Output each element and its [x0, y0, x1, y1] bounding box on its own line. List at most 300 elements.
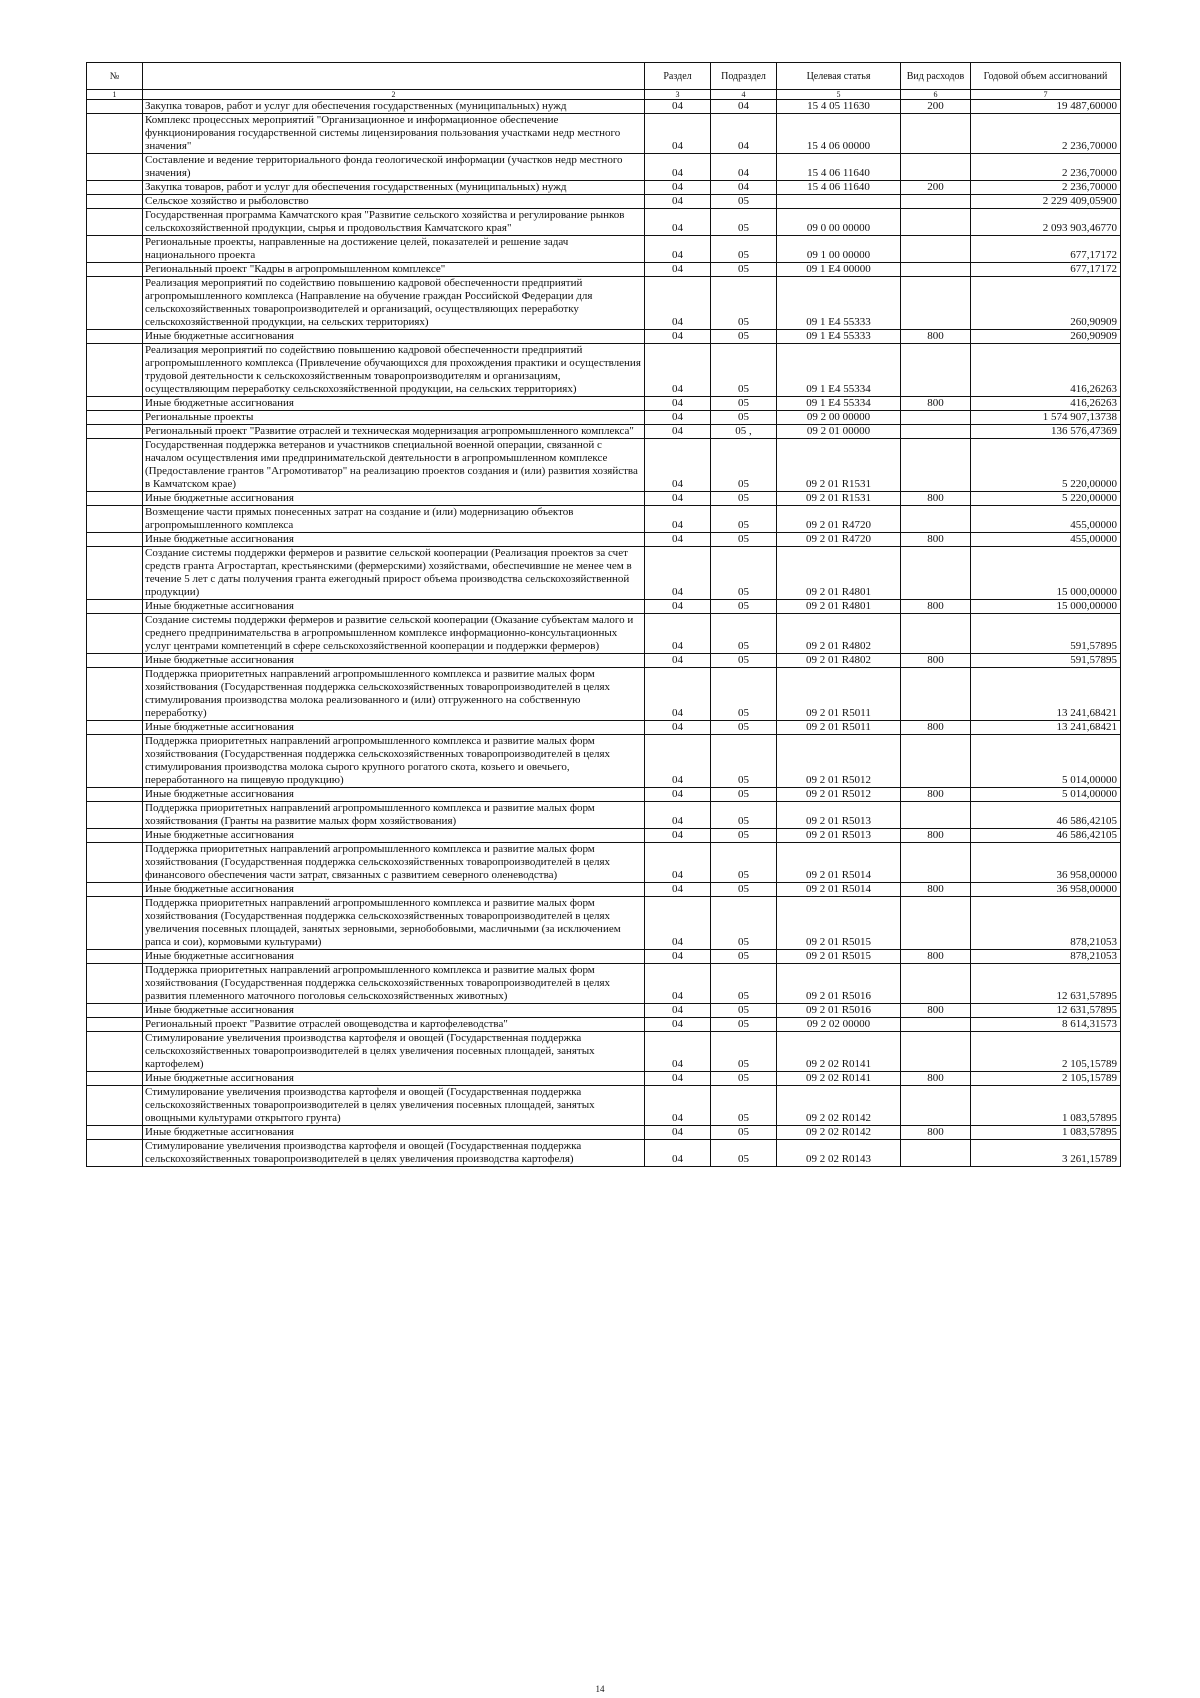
row-target: 09 2 01 R1531: [777, 439, 901, 492]
row-subsection: 05: [711, 600, 777, 614]
header-num: №: [87, 63, 143, 90]
row-name: Государственная программа Камчатского края "Развитие сельского хозяйства и регулирование рынков сельскохозяйственной продукции, сырья и продовольствия Камчатского края": [143, 209, 645, 236]
row-amount: 1 083,57895: [971, 1126, 1121, 1140]
table-row: [87, 506, 1121, 533]
table-row: [87, 1018, 1121, 1032]
row-number-cell: [87, 1140, 143, 1167]
row-number-cell: [87, 344, 143, 397]
row-expense-type: 800: [901, 492, 971, 506]
row-expense-type: [901, 425, 971, 439]
row-name: Иные бюджетные ассигнования: [143, 654, 645, 668]
row-expense-type: [901, 439, 971, 492]
row-section: 04: [645, 492, 711, 506]
row-target: 15 4 05 11630: [777, 100, 901, 114]
row-expense-type: [901, 506, 971, 533]
row-target: 15 4 06 11640: [777, 181, 901, 195]
row-section: 04: [645, 209, 711, 236]
row-name: Поддержка приоритетных направлений агропромышленного комплекса и развитие малых форм хозяйствования (Гранты на развитие малых форм хозяйствования): [143, 802, 645, 829]
row-name: Иные бюджетные ассигнования: [143, 950, 645, 964]
row-number-cell: [87, 533, 143, 547]
row-name: Региональный проект "Кадры в агропромышленном комплексе": [143, 263, 645, 277]
row-subsection: 05: [711, 950, 777, 964]
row-target: 09 2 01 R5014: [777, 883, 901, 897]
row-subsection: 05: [711, 344, 777, 397]
row-target: 09 2 02 00000: [777, 1018, 901, 1032]
row-expense-type: 800: [901, 654, 971, 668]
table-row: [87, 547, 1121, 600]
row-target: 09 2 01 R4802: [777, 614, 901, 654]
row-section: 04: [645, 1126, 711, 1140]
row-number-cell: [87, 277, 143, 330]
row-expense-type: [901, 263, 971, 277]
row-subsection: 05: [711, 1072, 777, 1086]
row-amount: 12 631,57895: [971, 1004, 1121, 1018]
table-row: [87, 1086, 1121, 1126]
table-row: [87, 533, 1121, 547]
table-row: [87, 209, 1121, 236]
row-section: 04: [645, 114, 711, 154]
row-subsection: 05: [711, 547, 777, 600]
row-target: 09 2 01 R1531: [777, 492, 901, 506]
row-amount: 677,17172: [971, 236, 1121, 263]
row-number-cell: [87, 950, 143, 964]
row-name: Иные бюджетные ассигнования: [143, 1072, 645, 1086]
row-amount: 455,00000: [971, 506, 1121, 533]
row-number-cell: [87, 735, 143, 788]
row-name: Иные бюджетные ассигнования: [143, 492, 645, 506]
row-number-cell: [87, 195, 143, 209]
table-row: [87, 735, 1121, 788]
table-row: [87, 425, 1121, 439]
row-expense-type: [901, 1032, 971, 1072]
row-target: 09 2 01 R5011: [777, 668, 901, 721]
row-number-cell: [87, 802, 143, 829]
row-subsection: 05: [711, 788, 777, 802]
col-number: 1: [87, 90, 143, 100]
row-number-cell: [87, 1018, 143, 1032]
row-section: 04: [645, 344, 711, 397]
row-section: 04: [645, 533, 711, 547]
row-amount: 878,21053: [971, 897, 1121, 950]
row-number-cell: [87, 236, 143, 263]
row-subsection: 05: [711, 263, 777, 277]
row-target: 09 2 01 R5015: [777, 897, 901, 950]
row-expense-type: [901, 802, 971, 829]
row-amount: 2 105,15789: [971, 1032, 1121, 1072]
row-amount: 878,21053: [971, 950, 1121, 964]
row-expense-type: 800: [901, 829, 971, 843]
row-name: Иные бюджетные ассигнования: [143, 721, 645, 735]
row-section: 04: [645, 950, 711, 964]
row-target: 09 2 02 R0142: [777, 1126, 901, 1140]
row-expense-type: [901, 1018, 971, 1032]
row-expense-type: 800: [901, 883, 971, 897]
row-section: 04: [645, 829, 711, 843]
row-section: 04: [645, 425, 711, 439]
row-subsection: 05: [711, 236, 777, 263]
row-name: Стимулирование увеличения производства картофеля и овощей (Государственная поддержка сельскохозяйственных товаропроизводителей в целях увеличения производства картофеля): [143, 1140, 645, 1167]
row-target: 09 2 01 R5012: [777, 735, 901, 788]
table-row: [87, 330, 1121, 344]
row-name: Стимулирование увеличения производства картофеля и овощей (Государственная поддержка сельскохозяйственных товаропроизводителей в целях увеличения посевных площадей, занятых картофелем): [143, 1032, 645, 1072]
row-name: Иные бюджетные ассигнования: [143, 533, 645, 547]
column-number-row: [87, 90, 1121, 100]
row-section: 04: [645, 100, 711, 114]
row-section: 04: [645, 277, 711, 330]
row-expense-type: [901, 964, 971, 1004]
row-amount: 13 241,68421: [971, 721, 1121, 735]
row-subsection: 05: [711, 195, 777, 209]
row-number-cell: [87, 600, 143, 614]
row-amount: 416,26263: [971, 397, 1121, 411]
row-section: 04: [645, 506, 711, 533]
row-section: 04: [645, 263, 711, 277]
row-name: Составление и ведение территориального фонда геологической информации (участков недр местного значения): [143, 154, 645, 181]
row-target: 09 2 01 R4720: [777, 506, 901, 533]
row-expense-type: [901, 411, 971, 425]
table-row: [87, 411, 1121, 425]
row-target: 09 2 01 R5016: [777, 964, 901, 1004]
table-row: [87, 802, 1121, 829]
row-target: 09 2 01 R4801: [777, 547, 901, 600]
row-subsection: 05: [711, 397, 777, 411]
row-section: 04: [645, 330, 711, 344]
table-row: [87, 1126, 1121, 1140]
table-row: [87, 114, 1121, 154]
col-number: 2: [143, 90, 645, 100]
row-amount: 260,90909: [971, 277, 1121, 330]
row-section: 04: [645, 181, 711, 195]
row-number-cell: [87, 425, 143, 439]
row-target: 09 2 02 R0142: [777, 1086, 901, 1126]
row-name: Создание системы поддержки фермеров и развитие сельской кооперации (Реализация проектов за счет средств гранта Агростартап, крестьянскими (фермерскими) хозяйствами, обеспечившие не менее чем в течение 5 лет с даты получения гранта ежегодный прирост объема производства сельскохозяйственной продукции): [143, 547, 645, 600]
table-row: [87, 668, 1121, 721]
row-subsection: 05: [711, 964, 777, 1004]
row-amount: 2 236,70000: [971, 181, 1121, 195]
row-expense-type: 800: [901, 788, 971, 802]
row-target: 09 2 02 R0141: [777, 1032, 901, 1072]
row-section: 04: [645, 654, 711, 668]
row-amount: 46 586,42105: [971, 802, 1121, 829]
row-number-cell: [87, 829, 143, 843]
header-subsection: Подраздел: [711, 63, 777, 90]
table-row: [87, 154, 1121, 181]
row-target: 09 2 01 R5014: [777, 843, 901, 883]
row-number-cell: [87, 1032, 143, 1072]
row-section: 04: [645, 802, 711, 829]
row-amount: 455,00000: [971, 533, 1121, 547]
row-subsection: 05: [711, 843, 777, 883]
row-subsection: 05: [711, 209, 777, 236]
row-number-cell: [87, 1126, 143, 1140]
row-subsection: 05: [711, 1086, 777, 1126]
table-row: [87, 600, 1121, 614]
row-target: 09 2 01 R4802: [777, 654, 901, 668]
table-row: [87, 181, 1121, 195]
row-name: Закупка товаров, работ и услуг для обеспечения государственных (муниципальных) нужд: [143, 100, 645, 114]
row-target: 09 1 E4 55334: [777, 397, 901, 411]
row-amount: 15 000,00000: [971, 600, 1121, 614]
row-expense-type: 800: [901, 1072, 971, 1086]
row-name: Региональный проект "Развитие отраслей и техническая модернизация агропромышленного комплекса": [143, 425, 645, 439]
row-target: 09 2 01 R5016: [777, 1004, 901, 1018]
row-subsection: 05: [711, 492, 777, 506]
header-expense-type: Вид расходов: [901, 63, 971, 90]
row-subsection: 05: [711, 439, 777, 492]
table-row: [87, 1140, 1121, 1167]
row-expense-type: [901, 236, 971, 263]
row-subsection: 05: [711, 533, 777, 547]
row-amount: 15 000,00000: [971, 547, 1121, 600]
row-target: 09 1 00 00000: [777, 236, 901, 263]
row-amount: 8 614,31573: [971, 1018, 1121, 1032]
row-expense-type: [901, 277, 971, 330]
table-row: [87, 263, 1121, 277]
row-subsection: 05: [711, 897, 777, 950]
row-section: 04: [645, 1086, 711, 1126]
table-row: [87, 277, 1121, 330]
row-amount: 5 220,00000: [971, 492, 1121, 506]
row-name: Региональный проект "Развитие отраслей овощеводства и картофелеводства": [143, 1018, 645, 1032]
table-header-row: [87, 63, 1121, 90]
row-number-cell: [87, 492, 143, 506]
row-target: 09 2 01 R5012: [777, 788, 901, 802]
row-subsection: 05: [711, 735, 777, 788]
row-subsection: 05: [711, 614, 777, 654]
table-row: [87, 1032, 1121, 1072]
row-section: 04: [645, 1032, 711, 1072]
row-amount: 2 093 903,46770: [971, 209, 1121, 236]
row-section: 04: [645, 411, 711, 425]
row-number-cell: [87, 439, 143, 492]
row-expense-type: [901, 344, 971, 397]
row-target: 09 2 01 R5013: [777, 802, 901, 829]
row-expense-type: 800: [901, 600, 971, 614]
header-target: Целевая статья: [777, 63, 901, 90]
row-name: Иные бюджетные ассигнования: [143, 397, 645, 411]
row-number-cell: [87, 181, 143, 195]
row-expense-type: 800: [901, 950, 971, 964]
row-target: 09 2 01 00000: [777, 425, 901, 439]
table-row: [87, 964, 1121, 1004]
row-expense-type: [901, 897, 971, 950]
row-section: 04: [645, 1072, 711, 1086]
row-subsection: 04: [711, 154, 777, 181]
row-subsection: 05: [711, 1126, 777, 1140]
row-subsection: 05: [711, 411, 777, 425]
table-row: [87, 1004, 1121, 1018]
table-row: [87, 492, 1121, 506]
col-number: 4: [711, 90, 777, 100]
row-name: Сельское хозяйство и рыболовство: [143, 195, 645, 209]
row-number-cell: [87, 330, 143, 344]
row-expense-type: 800: [901, 1004, 971, 1018]
row-expense-type: 200: [901, 100, 971, 114]
row-name: Иные бюджетные ассигнования: [143, 1126, 645, 1140]
row-amount: 2 236,70000: [971, 114, 1121, 154]
row-name: Поддержка приоритетных направлений агропромышленного комплекса и развитие малых форм хозяйствования (Государственная поддержка сельскохозяйственных товаропроизводителей в целях развития племенного маточного поголовья сельскохозяйственных животных): [143, 964, 645, 1004]
col-number: 5: [777, 90, 901, 100]
row-amount: 5 220,00000: [971, 439, 1121, 492]
row-section: 04: [645, 843, 711, 883]
row-amount: 677,17172: [971, 263, 1121, 277]
row-expense-type: [901, 209, 971, 236]
row-name: Иные бюджетные ассигнования: [143, 883, 645, 897]
row-section: 04: [645, 397, 711, 411]
row-section: 04: [645, 964, 711, 1004]
row-expense-type: [901, 547, 971, 600]
row-number-cell: [87, 547, 143, 600]
row-number-cell: [87, 1004, 143, 1018]
row-section: 04: [645, 1140, 711, 1167]
row-target: 09 2 00 00000: [777, 411, 901, 425]
row-subsection: 05 ,: [711, 425, 777, 439]
row-expense-type: [901, 735, 971, 788]
row-target: 09 1 E4 55333: [777, 330, 901, 344]
row-amount: 5 014,00000: [971, 735, 1121, 788]
row-section: 04: [645, 614, 711, 654]
row-name: Реализация мероприятий по содействию повышению кадровой обеспеченности предприятий агропромышленного комплекса (Направление на обучение граждан Российской Федерации для сельскохозяйственных товаропроизводителей и организаций, осуществляющих переработку сельскохозяйственной продукции, на сельских территориях): [143, 277, 645, 330]
row-number-cell: [87, 614, 143, 654]
row-expense-type: [901, 1140, 971, 1167]
row-target: [777, 195, 901, 209]
table-row: [87, 950, 1121, 964]
row-expense-type: [901, 114, 971, 154]
row-subsection: 05: [711, 668, 777, 721]
table-row: [87, 654, 1121, 668]
row-subsection: 04: [711, 114, 777, 154]
row-target: 09 2 02 R0143: [777, 1140, 901, 1167]
table-row: [87, 843, 1121, 883]
row-expense-type: 200: [901, 181, 971, 195]
row-amount: 2 236,70000: [971, 154, 1121, 181]
row-amount: 1 574 907,13738: [971, 411, 1121, 425]
table-row: [87, 100, 1121, 114]
row-target: 09 2 01 R5015: [777, 950, 901, 964]
row-number-cell: [87, 397, 143, 411]
row-section: 04: [645, 788, 711, 802]
row-expense-type: [901, 195, 971, 209]
row-name: Иные бюджетные ассигнования: [143, 600, 645, 614]
row-amount: 12 631,57895: [971, 964, 1121, 1004]
row-section: 04: [645, 154, 711, 181]
row-subsection: 05: [711, 1004, 777, 1018]
row-section: 04: [645, 897, 711, 950]
row-amount: 591,57895: [971, 614, 1121, 654]
row-number-cell: [87, 100, 143, 114]
header-amount: Годовой объем ассигнований: [971, 63, 1121, 90]
row-section: 04: [645, 195, 711, 209]
row-subsection: 05: [711, 654, 777, 668]
row-expense-type: 800: [901, 721, 971, 735]
row-name: Иные бюджетные ассигнования: [143, 829, 645, 843]
row-target: 09 0 00 00000: [777, 209, 901, 236]
table-row: [87, 397, 1121, 411]
row-name: Возмещение части прямых понесенных затрат на создание и (или) модернизацию объектов агропромышленного комплекса: [143, 506, 645, 533]
row-section: 04: [645, 1018, 711, 1032]
row-subsection: 05: [711, 802, 777, 829]
table-row: [87, 195, 1121, 209]
row-name: Региональные проекты, направленные на достижение целей, показателей и решение задач национального проекта: [143, 236, 645, 263]
row-expense-type: [901, 843, 971, 883]
header-name: [143, 63, 645, 90]
table-row: [87, 721, 1121, 735]
row-name: Поддержка приоритетных направлений агропромышленного комплекса и развитие малых форм хозяйствования (Государственная поддержка сельскохозяйственных товаропроизводителей в целях стимулирования производства молока реализованного и (или) отгруженного на собственную переработку): [143, 668, 645, 721]
row-section: 04: [645, 236, 711, 263]
table-row: [87, 883, 1121, 897]
row-name: Иные бюджетные ассигнования: [143, 330, 645, 344]
row-expense-type: 800: [901, 533, 971, 547]
row-amount: 36 958,00000: [971, 843, 1121, 883]
row-target: 15 4 06 00000: [777, 114, 901, 154]
row-number-cell: [87, 114, 143, 154]
row-name: Создание системы поддержки фермеров и развитие сельской кооперации (Оказание субъектам малого и среднего предпринимательства в агропромышленном комплексе информационно-консультационных услуг центрами компетенций в сфере сельскохозяйственной кооперации и поддержки фермеров): [143, 614, 645, 654]
row-amount: 591,57895: [971, 654, 1121, 668]
row-subsection: 05: [711, 506, 777, 533]
row-target: 15 4 06 11640: [777, 154, 901, 181]
row-target: 09 2 01 R5013: [777, 829, 901, 843]
page-number: 14: [595, 1684, 605, 1694]
row-amount: 46 586,42105: [971, 829, 1121, 843]
row-section: 04: [645, 735, 711, 788]
row-number-cell: [87, 788, 143, 802]
row-amount: 19 487,60000: [971, 100, 1121, 114]
row-amount: 36 958,00000: [971, 883, 1121, 897]
table-row: [87, 439, 1121, 492]
row-subsection: 05: [711, 829, 777, 843]
row-expense-type: 800: [901, 330, 971, 344]
row-section: 04: [645, 668, 711, 721]
row-section: 04: [645, 883, 711, 897]
table-row: [87, 788, 1121, 802]
row-section: 04: [645, 439, 711, 492]
row-subsection: 05: [711, 1018, 777, 1032]
row-number-cell: [87, 209, 143, 236]
row-name: Стимулирование увеличения производства картофеля и овощей (Государственная поддержка сельскохозяйственных товаропроизводителей в целях увеличения посевных площадей, занятых овощными культурами открытого грунта): [143, 1086, 645, 1126]
row-number-cell: [87, 1086, 143, 1126]
row-name: Комплекс процессных мероприятий "Организационное и информационное обеспечение функционирования государственной системы лицензирования пользования участками недр местного значения": [143, 114, 645, 154]
row-section: 04: [645, 721, 711, 735]
row-number-cell: [87, 654, 143, 668]
row-name: Поддержка приоритетных направлений агропромышленного комплекса и развитие малых форм хозяйствования (Государственная поддержка сельскохозяйственных товаропроизводителей в целях увеличения посевных площадей, занятых зерновыми, зернобобовыми, масличными (за исключением рапса и сои), кормовыми культурами): [143, 897, 645, 950]
row-target: 09 2 01 R5011: [777, 721, 901, 735]
row-name: Иные бюджетные ассигнования: [143, 788, 645, 802]
col-number: 3: [645, 90, 711, 100]
row-number-cell: [87, 154, 143, 181]
row-target: 09 2 01 R4801: [777, 600, 901, 614]
row-target: 09 2 01 R4720: [777, 533, 901, 547]
row-amount: 5 014,00000: [971, 788, 1121, 802]
row-number-cell: [87, 506, 143, 533]
row-expense-type: 800: [901, 397, 971, 411]
row-amount: 260,90909: [971, 330, 1121, 344]
row-name: Государственная поддержка ветеранов и участников специальной военной операции, связанной с началом осуществления ими предпринимательской деятельности в агропромышленном комплексе (Предоставление грантов "Агромотиватор" на реализацию проектов создания и (или) развития хозяйства в Камчатском крае): [143, 439, 645, 492]
row-number-cell: [87, 964, 143, 1004]
row-section: 04: [645, 547, 711, 600]
row-name: Региональные проекты: [143, 411, 645, 425]
row-subsection: 05: [711, 1140, 777, 1167]
row-section: 04: [645, 1004, 711, 1018]
row-amount: 2 229 409,05900: [971, 195, 1121, 209]
row-name: Иные бюджетные ассигнования: [143, 1004, 645, 1018]
row-subsection: 04: [711, 181, 777, 195]
row-name: Закупка товаров, работ и услуг для обеспечения государственных (муниципальных) нужд: [143, 181, 645, 195]
table-row: [87, 1072, 1121, 1086]
row-subsection: 05: [711, 277, 777, 330]
row-target: 09 2 02 R0141: [777, 1072, 901, 1086]
row-name: Реализация мероприятий по содействию повышению кадровой обеспеченности предприятий агропромышленного комплекса (Привлечение обучающихся для прохождения практики и осуществления трудовой деятельности к сельскохозяйственным товаропроизводителям и организациям, осуществляющим переработку сельскохозяйственной продукции, на сельских территориях): [143, 344, 645, 397]
table-row: [87, 236, 1121, 263]
